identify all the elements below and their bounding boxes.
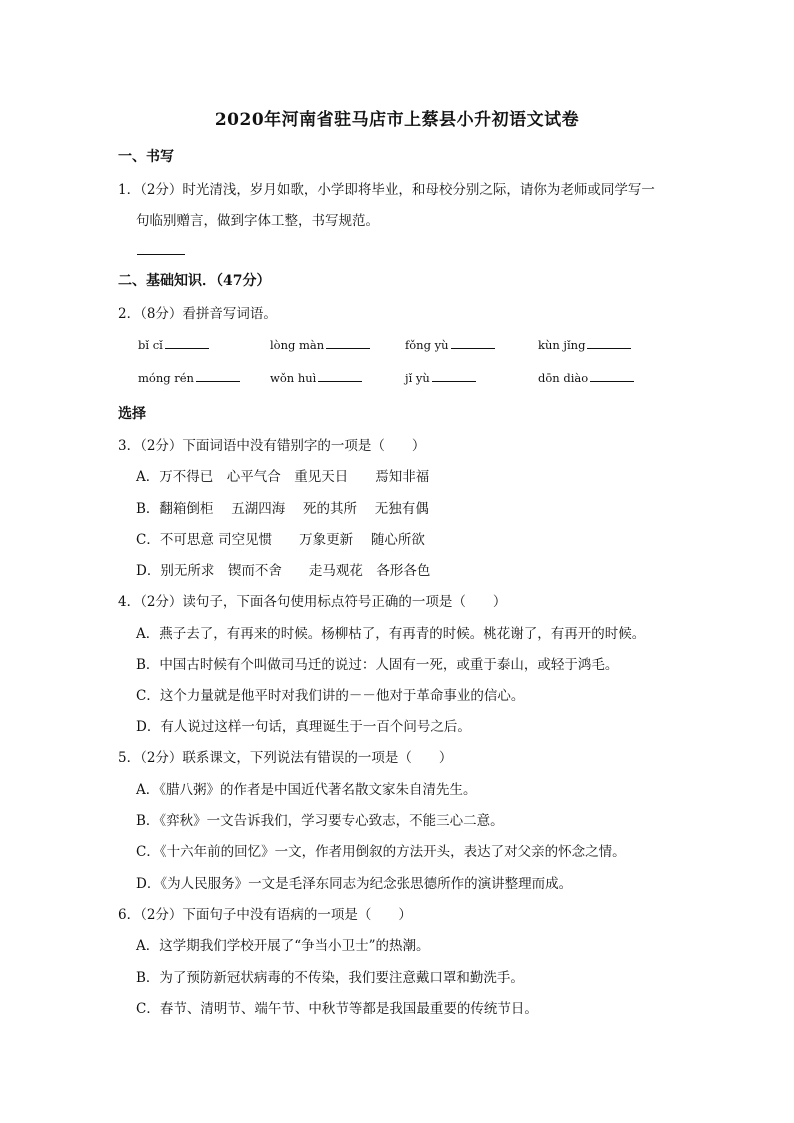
q3-option-a[interactable]: A．万不得已 心平气合 重见天日 焉知非福 <box>136 469 430 485</box>
q5-option-a[interactable]: A．《腊八粥》的作者是中国近代著名散文家朱自清先生。 <box>136 782 477 798</box>
q1-line-2: 句临别赠言，做到字体工整，书写规范。 <box>136 213 379 229</box>
answer-blank[interactable] <box>432 380 476 382</box>
pinyin-text: lòng màn <box>270 338 325 352</box>
q4-option-b[interactable]: B．中国古时候有个叫做司马迁的说过：人固有一死，或重于泰山，或轻于鸿毛。 <box>136 657 619 673</box>
q2-stem: 2．（8分）看拼音写词语。 <box>118 306 277 322</box>
answer-blank[interactable] <box>318 380 362 382</box>
q3-option-d[interactable]: D．别无所求 锲而不舍 走马观花 各形各色 <box>136 563 431 579</box>
q6-option-c[interactable]: C．春节、清明节、端午节、中秋节等都是我国最重要的传统节日。 <box>136 1001 538 1017</box>
pinyin-text: móng rén <box>138 371 194 385</box>
pinyin-text: wǒn huì <box>270 371 317 385</box>
answer-blank[interactable] <box>590 380 634 382</box>
q4-option-c[interactable]: C．这个力量就是他平时对我们讲的－－他对于革命事业的信心。 <box>136 688 525 704</box>
q4-option-d[interactable]: D．有人说过这样一句话，真理诞生于一百个问号之后。 <box>136 719 471 735</box>
q2-pinyin-item[interactable] <box>538 371 634 385</box>
q6-stem: 6．（2分）下面句子中没有语病的一项是（ ） <box>118 907 412 923</box>
q6-option-b[interactable]: B．为了预防新冠状病毒的不传染，我们要注意戴口罩和勤洗手。 <box>136 970 524 986</box>
q2-pinyin-item[interactable] <box>138 371 240 385</box>
pinyin-text: jǐ yù <box>405 371 430 385</box>
pinyin-text: dōn diào <box>538 371 589 385</box>
pinyin-text: fǒng yù <box>405 338 449 352</box>
q1-line-1: 1．（2分）时光清浅，岁月如歌，小学即将毕业，和母校分别之际，请你为老师或同学写一 <box>118 182 655 198</box>
section-choice-heading: 选择 <box>118 406 146 422</box>
q5-stem: 5．（2分）联系课文，下列说法有错误的一项是（ ） <box>118 750 453 766</box>
q4-option-a[interactable]: A．燕子去了，有再来的时候。杨柳枯了，有再青的时候。桃花谢了，有再开的时候。 <box>136 626 646 642</box>
answer-blank[interactable] <box>326 347 370 349</box>
q5-option-d[interactable]: D．《为人民服务》一文是毛泽东同志为纪念张思德所作的演讲整理而成。 <box>136 876 573 892</box>
q5-option-b[interactable]: B．《弈秋》一文告诉我们，学习要专心致志，不能三心二意。 <box>136 813 504 829</box>
answer-blank[interactable] <box>587 347 631 349</box>
q4-stem: 4．（2分）读句子，下面各句使用标点符号正确的一项是（ ） <box>118 594 507 610</box>
q2-pinyin-item[interactable] <box>405 338 495 352</box>
q2-pinyin-item[interactable] <box>138 338 209 352</box>
q1-answer-blank[interactable] <box>137 245 185 261</box>
q5-option-c[interactable]: C．《十六年前的回忆》一文，作者用倒叙的方法开头，表达了对父亲的怀念之情。 <box>136 844 626 860</box>
pinyin-text: bǐ cǐ <box>138 338 163 352</box>
exam-title: 2020年河南省驻马店市上蔡县小升初语文试卷 <box>214 110 580 130</box>
q3-stem: 3．（2分）下面词语中没有错别字的一项是（ ） <box>118 438 426 454</box>
section-basics-heading: 二、基础知识．（47分） <box>118 273 271 289</box>
pinyin-text: kùn jǐng <box>538 338 586 352</box>
q2-pinyin-item[interactable] <box>405 371 476 385</box>
q3-option-b[interactable]: B．翻箱倒柜 五湖四海 死的其所 无独有偶 <box>136 501 429 517</box>
q6-option-a[interactable]: A．这学期我们学校开展了“争当小卫士”的热潮。 <box>136 938 430 954</box>
q2-pinyin-item[interactable] <box>538 338 631 352</box>
q2-pinyin-item[interactable] <box>270 338 370 352</box>
answer-blank[interactable] <box>165 347 209 349</box>
answer-blank[interactable] <box>451 347 495 349</box>
q2-pinyin-item[interactable] <box>270 371 362 385</box>
q3-option-c[interactable]: C．不可思意 司空见惯 万象更新 随心所欲 <box>136 532 425 548</box>
answer-blank[interactable] <box>196 380 240 382</box>
section-writing-heading: 一、书写 <box>118 149 174 165</box>
